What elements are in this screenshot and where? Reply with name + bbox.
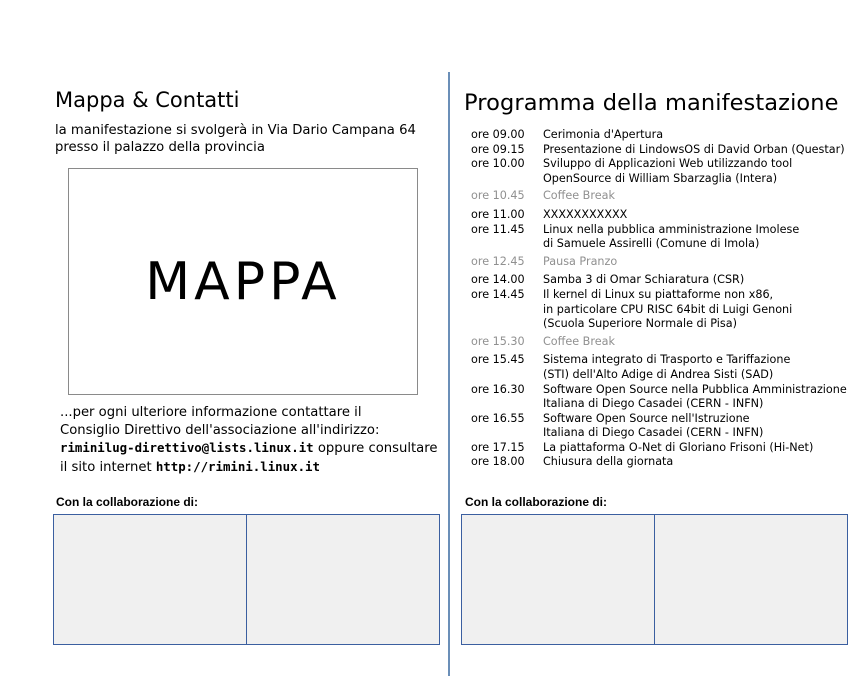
schedule-event-line: Linux nella pubblica amministrazione Imolese xyxy=(543,222,800,236)
schedule-event-line: Pausa Pranzo xyxy=(543,254,618,268)
schedule-event xyxy=(543,143,857,158)
contact-info xyxy=(60,404,448,476)
schedule-time: ore 16.30 xyxy=(471,382,525,396)
schedule-event-line: (STI) dell'Alto Adige di Andrea Sisti (SAD) xyxy=(543,367,774,381)
schedule-event xyxy=(543,157,857,186)
schedule-event-line: La piattaforma O-Net di Gloriano Frisoni (Hi-Net) xyxy=(543,440,814,454)
info-or-text: oppure consultare xyxy=(313,441,438,456)
address-line: presso il palazzo della provincia xyxy=(55,140,265,155)
schedule-event-line: Chiusura della giornata xyxy=(543,455,674,469)
schedule-time: ore 15.45 xyxy=(471,353,525,367)
schedule-break-row xyxy=(471,335,857,350)
schedule-row xyxy=(471,208,857,223)
schedule-time: ore 14.45 xyxy=(471,287,525,301)
schedule-time: ore 09.00 xyxy=(471,128,525,141)
schedule-event-line: Cerimonia d'Apertura xyxy=(543,128,664,141)
schedule-event-line: Il kernel di Linux su piattaforme non x86, xyxy=(543,287,774,301)
schedule-event xyxy=(543,353,857,382)
address-line: la manifestazione si svolgerà in Via Dario Campana 64 xyxy=(55,123,416,138)
info-line: Consiglio Direttivo dell'associazione all'indirizzo: xyxy=(60,422,380,438)
schedule-row xyxy=(471,143,857,158)
schedule-event-line: OpenSource di William Sbarzaglia (Intera) xyxy=(543,171,778,185)
schedule-time: ore 17.15 xyxy=(471,440,525,454)
schedule-event-line: XXXXXXXXXXX xyxy=(543,207,628,221)
contact-email-link[interactable]: riminilug-direttivo@lists.linux.it xyxy=(60,440,314,455)
sponsor-slot xyxy=(462,515,654,644)
schedule-event xyxy=(543,455,857,470)
schedule-time: ore 18.00 xyxy=(471,455,525,469)
schedule-time: ore 11.45 xyxy=(471,222,525,236)
info-line xyxy=(60,458,448,477)
schedule-row xyxy=(471,353,857,382)
schedule-event xyxy=(543,128,857,143)
collaboration-label: Con la collaborazione di: xyxy=(465,495,608,509)
schedule-break-row xyxy=(471,255,857,270)
program-schedule xyxy=(471,128,857,470)
program-title: Programma della manifestazione xyxy=(464,90,839,116)
map-label: MAPPA xyxy=(145,251,341,312)
schedule-row xyxy=(471,412,857,441)
schedule-event xyxy=(543,412,857,441)
schedule-row xyxy=(471,383,857,412)
collaboration-label: Con la collaborazione di: xyxy=(56,495,199,509)
info-site-prefix: il sito internet xyxy=(60,459,156,475)
schedule-time: ore 11.00 xyxy=(471,207,525,221)
website-link[interactable]: http://rimini.linux.it xyxy=(155,458,320,474)
schedule-event-line: in particolare CPU RISC 64bit di Luigi Genoni xyxy=(543,302,793,316)
sponsor-slot xyxy=(54,515,246,644)
schedule-row xyxy=(471,288,857,332)
schedule-event xyxy=(543,383,857,412)
schedule-event xyxy=(543,208,857,223)
schedule-row xyxy=(471,157,857,186)
schedule-event-line: Sistema integrato di Trasporto e Tariffazione xyxy=(543,353,791,367)
schedule-break-row xyxy=(471,189,857,204)
schedule-event xyxy=(543,255,857,270)
schedule-event-line: Italiana di Diego Casadei (CERN - INFN) xyxy=(543,426,764,440)
schedule-event-line: Coffee Break xyxy=(543,189,615,203)
schedule-row xyxy=(471,455,857,470)
schedule-event xyxy=(543,288,857,332)
collaboration-logos-left xyxy=(53,514,440,645)
schedule-row xyxy=(471,128,857,143)
schedule-event-line: Coffee Break xyxy=(543,334,615,348)
schedule-event-line: di Samuele Assirelli (Comune di Imola) xyxy=(543,237,760,251)
map-contacts-title: Mappa & Contatti xyxy=(55,88,240,112)
schedule-row xyxy=(471,441,857,456)
schedule-event xyxy=(543,189,857,204)
schedule-event xyxy=(543,335,857,350)
schedule-event-line: Italiana di Diego Casadei (CERN - INFN) xyxy=(543,397,764,411)
schedule-event-line: (Scuola Superiore Normale di Pisa) xyxy=(543,317,737,331)
schedule-event-line: Software Open Source nell'Istruzione xyxy=(543,411,750,425)
schedule-time: ore 10.45 xyxy=(471,189,525,203)
schedule-time: ore 16.55 xyxy=(471,411,525,425)
schedule-time: ore 15.30 xyxy=(471,334,525,348)
schedule-event-line: Samba 3 di Omar Schiaratura (CSR) xyxy=(543,273,745,287)
map-placeholder xyxy=(68,168,418,395)
schedule-time: ore 14.00 xyxy=(471,273,525,287)
schedule-event-line: Software Open Source nella Pubblica Amministrazione xyxy=(543,382,847,396)
collaboration-logos-right xyxy=(461,514,848,645)
info-line xyxy=(60,439,448,458)
sponsor-slot xyxy=(654,515,847,644)
column-divider xyxy=(448,72,450,676)
event-address xyxy=(55,122,445,156)
schedule-time: ore 12.45 xyxy=(471,254,525,268)
info-line: ...per ogni ulteriore informazione contattare il xyxy=(60,405,362,420)
schedule-time: ore 10.00 xyxy=(471,157,525,171)
schedule-row xyxy=(471,273,857,288)
schedule-event xyxy=(543,441,857,456)
schedule-event xyxy=(543,223,857,252)
schedule-time: ore 09.15 xyxy=(471,142,525,156)
sponsor-slot xyxy=(246,515,439,644)
schedule-row xyxy=(471,223,857,252)
schedule-event xyxy=(543,273,857,288)
schedule-event-line: Presentazione di LindowsOS di David Orban (Questar) xyxy=(543,142,845,156)
schedule-event-line: Sviluppo di Applicazioni Web utilizzando tool xyxy=(543,157,793,171)
